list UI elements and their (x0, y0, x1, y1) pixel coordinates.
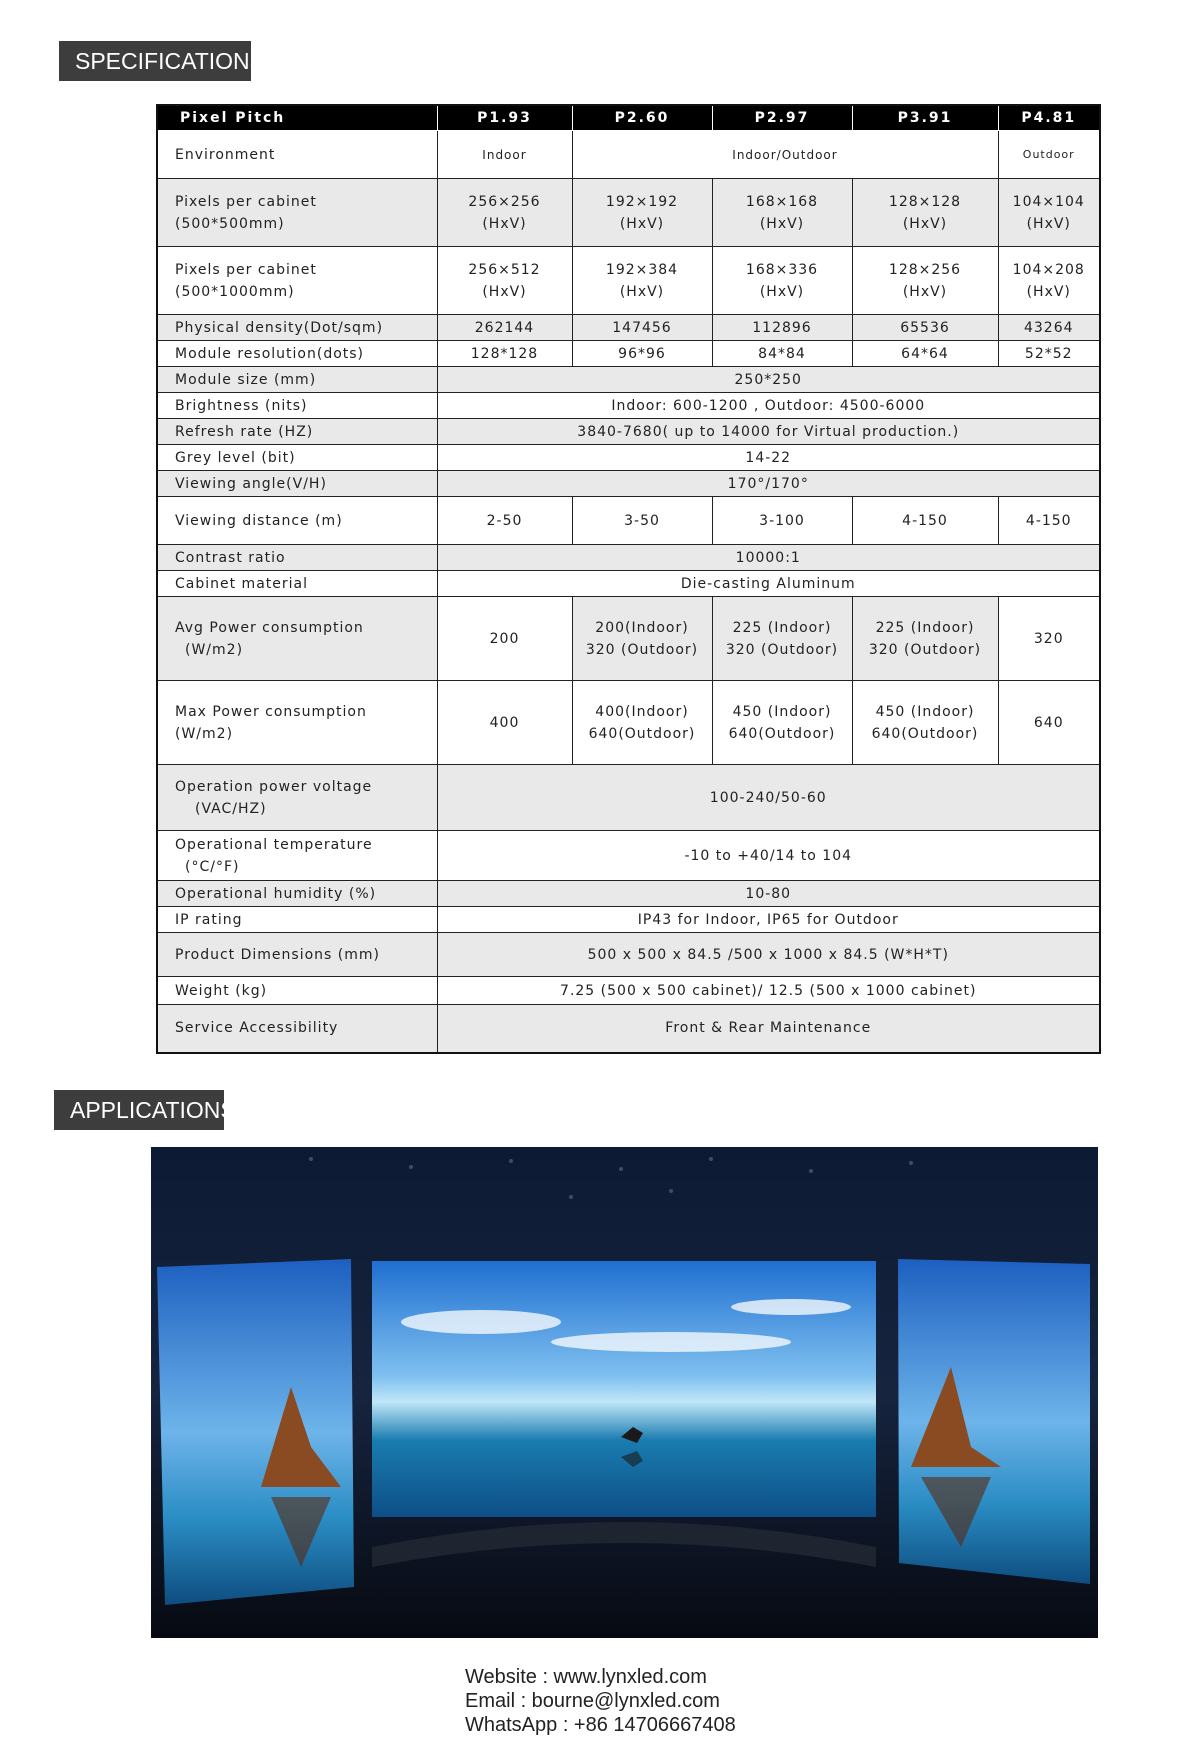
table-row (157, 315, 1100, 341)
table-row (157, 545, 1100, 571)
cell-unit: (HxV) (1026, 215, 1071, 232)
email-line: Email : bourne@lynxled.com (465, 1690, 720, 1712)
row-label (157, 179, 437, 247)
row-label: Service Accessibility (157, 1005, 437, 1053)
row-label: Weight (kg) (157, 977, 437, 1005)
cell: 10-80 (437, 881, 1100, 907)
cell: 14-22 (437, 445, 1100, 471)
row-label (157, 247, 437, 315)
table-row (157, 977, 1100, 1005)
cell-value: 192×192 (605, 193, 679, 210)
row-label: Module size (mm) (157, 367, 437, 393)
cell: 147456 (572, 315, 712, 341)
cell: 4-150 (998, 497, 1100, 545)
header-p391: P3.91 (852, 105, 998, 131)
row-label: Viewing angle(V/H) (157, 471, 437, 497)
cell (572, 681, 712, 765)
cell: 128*128 (437, 341, 572, 367)
cell (712, 179, 852, 247)
row-label: Environment (157, 131, 437, 179)
cell: 3840-7680( up to 14000 for Virtual production.) (437, 419, 1100, 445)
cell-unit: (HxV) (1026, 283, 1071, 300)
cell-unit: (HxV) (619, 283, 665, 300)
cell: 3-50 (572, 497, 712, 545)
cell (852, 681, 998, 765)
cell: 84*84 (712, 341, 852, 367)
label-line: (500*1000mm) (175, 283, 295, 300)
cell: 96*96 (572, 341, 712, 367)
cell: 170°/170° (437, 471, 1100, 497)
table-row (157, 471, 1100, 497)
row-label: Operational humidity (%) (157, 881, 437, 907)
row-label (157, 597, 437, 681)
table-row (157, 247, 1100, 315)
cell: 7.25 (500 x 500 cabinet)/ 12.5 (500 x 1000 cabinet) (437, 977, 1100, 1005)
cell: Front & Rear Maintenance (437, 1005, 1100, 1053)
cell (998, 179, 1100, 247)
cell-value: 192×384 (605, 261, 679, 278)
cell (998, 247, 1100, 315)
table-row (157, 393, 1100, 419)
cell (852, 247, 998, 315)
table-row (157, 681, 1100, 765)
cell-value: 400(Indoor) (595, 703, 689, 720)
applications-heading: APPLICATIONS (54, 1090, 224, 1130)
table-row (157, 1005, 1100, 1053)
cell: -10 to +40/14 to 104 (437, 831, 1100, 881)
cell-unit: (HxV) (902, 215, 948, 232)
cell: 10000:1 (437, 545, 1100, 571)
cell: 250*250 (437, 367, 1100, 393)
row-label: Refresh rate (HZ) (157, 419, 437, 445)
cell: Die-casting Aluminum (437, 571, 1100, 597)
cell-unit: (HxV) (902, 283, 948, 300)
cell: 262144 (437, 315, 572, 341)
row-label: Viewing distance (m) (157, 497, 437, 545)
cell (852, 179, 998, 247)
table-row (157, 341, 1100, 367)
cell-value: 256×256 (468, 193, 541, 210)
cell-unit: (HxV) (482, 283, 527, 300)
header-p260: P2.60 (572, 105, 712, 131)
label-line: (°C/°F) (185, 858, 240, 875)
specifications-heading: SPECIFICATIONS (59, 41, 251, 81)
cell (572, 597, 712, 681)
cell: 400 (437, 681, 572, 765)
table-row (157, 765, 1100, 831)
table-row (157, 597, 1100, 681)
cell-value: 104×104 (1012, 193, 1085, 210)
cell-unit: (HxV) (619, 215, 665, 232)
table-row (157, 907, 1100, 933)
cell: Indoor: 600-1200 , Outdoor: 4500-6000 (437, 393, 1100, 419)
table-row (157, 881, 1100, 907)
cell (852, 597, 998, 681)
row-label: Cabinet material (157, 571, 437, 597)
cell: 320 (998, 597, 1100, 681)
row-label (157, 831, 437, 881)
cell: 3-100 (712, 497, 852, 545)
cell-value: 168×168 (745, 193, 819, 210)
cell: 65536 (852, 315, 998, 341)
cell-value: 640(Outdoor) (588, 725, 696, 742)
cell-value: 640(Outdoor) (871, 725, 979, 742)
website-line: Website : www.lynxled.com (465, 1666, 707, 1688)
cell: 500 x 500 x 84.5 /500 x 1000 x 84.5 (W*H*T) (437, 933, 1100, 977)
table-row (157, 571, 1100, 597)
cell-value: 320 (Outdoor) (868, 641, 982, 658)
table-row (157, 497, 1100, 545)
label-line: Operation power voltage (175, 778, 373, 795)
cell: 200 (437, 597, 572, 681)
cell: Outdoor (998, 131, 1100, 179)
application-photo (151, 1147, 1098, 1638)
cell: IP43 for Indoor, IP65 for Outdoor (437, 907, 1100, 933)
label-line: (500*500mm) (175, 215, 285, 232)
cell-value: 225 (Indoor) (732, 619, 832, 636)
label-line: (W/m2) (175, 725, 234, 742)
stage-led-screens-image (151, 1147, 1098, 1638)
label-line: Pixels per cabinet (175, 193, 317, 210)
row-label: Contrast ratio (157, 545, 437, 571)
row-label: Module resolution(dots) (157, 341, 437, 367)
cell-value: 256×512 (468, 261, 541, 278)
row-label (157, 681, 437, 765)
cell (437, 179, 572, 247)
label-line: Pixels per cabinet (175, 261, 317, 278)
cell-value: 104×208 (1012, 261, 1085, 278)
cell-unit: (HxV) (482, 215, 527, 232)
label-line: Max Power consumption (175, 703, 367, 720)
cell: 43264 (998, 315, 1100, 341)
cell-value: 450 (Indoor) (875, 703, 975, 720)
table-row (157, 131, 1100, 179)
cell: 2-50 (437, 497, 572, 545)
table-row (157, 933, 1100, 977)
cell-value: 320 (Outdoor) (725, 641, 839, 658)
table-row (157, 445, 1100, 471)
cell (712, 597, 852, 681)
header-p481: P4.81 (998, 105, 1100, 131)
cell (572, 179, 712, 247)
cell-unit: (HxV) (759, 215, 805, 232)
table-row (157, 179, 1100, 247)
cell-value: 128×256 (888, 261, 962, 278)
cell: 52*52 (998, 341, 1100, 367)
cell-value: 450 (Indoor) (732, 703, 832, 720)
specifications-table (156, 104, 1101, 1054)
row-label: IP rating (157, 907, 437, 933)
row-label: Brightness (nits) (157, 393, 437, 419)
contact-footer (465, 1665, 736, 1737)
label-line: Operational temperature (175, 836, 373, 853)
cell-value: 225 (Indoor) (875, 619, 975, 636)
cell: 64*64 (852, 341, 998, 367)
cell-value: 168×336 (745, 261, 819, 278)
cell (572, 247, 712, 315)
row-label: Grey level (bit) (157, 445, 437, 471)
header-pixel-pitch: Pixel Pitch (157, 105, 437, 131)
cell: 640 (998, 681, 1100, 765)
label-line: Avg Power consumption (175, 619, 364, 636)
row-label (157, 765, 437, 831)
cell (437, 247, 572, 315)
label-line: (VAC/HZ) (195, 800, 267, 817)
row-label: Product Dimensions (mm) (157, 933, 437, 977)
whatsapp-line: WhatsApp : +86 14706667408 (465, 1714, 736, 1736)
cell: Indoor (437, 131, 572, 179)
table-row (157, 831, 1100, 881)
cell-value: 128×128 (888, 193, 962, 210)
cell-value: 640(Outdoor) (728, 725, 836, 742)
cell-value: 200(Indoor) (595, 619, 689, 636)
cell: 100-240/50-60 (437, 765, 1100, 831)
cell: Indoor/Outdoor (572, 131, 998, 179)
table-header-row (157, 105, 1100, 131)
cell: 112896 (712, 315, 852, 341)
cell: 4-150 (852, 497, 998, 545)
label-line: (W/m2) (185, 641, 244, 658)
cell-unit: (HxV) (759, 283, 805, 300)
row-label: Physical density(Dot/sqm) (157, 315, 437, 341)
cell (712, 247, 852, 315)
header-p193: P1.93 (437, 105, 572, 131)
table-row (157, 419, 1100, 445)
cell (712, 681, 852, 765)
header-p297: P2.97 (712, 105, 852, 131)
cell-value: 320 (Outdoor) (585, 641, 699, 658)
table-row (157, 367, 1100, 393)
